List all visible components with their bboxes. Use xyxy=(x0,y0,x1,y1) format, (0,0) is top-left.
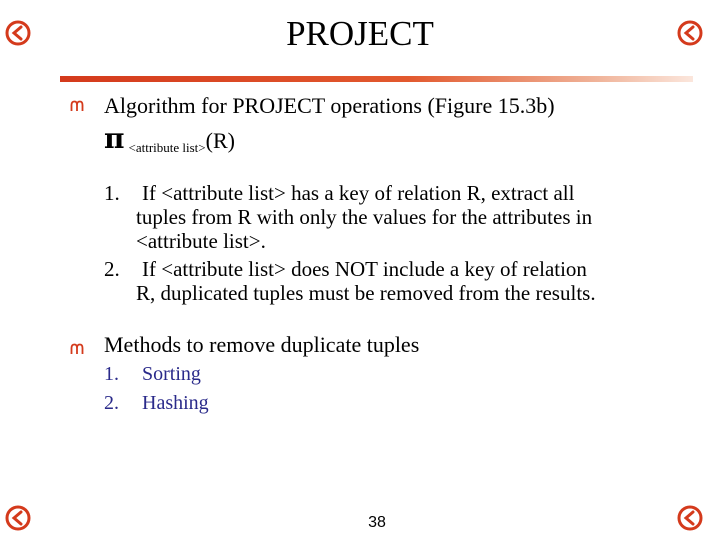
pi-subscript: <attribute list> xyxy=(128,140,206,155)
page-number: 38 xyxy=(368,514,386,531)
bullet-icon xyxy=(70,99,84,113)
step-line: <attribute list>. xyxy=(136,229,266,253)
step-line: If <attribute list> has a key of relation R, extract all xyxy=(142,181,575,205)
method-item xyxy=(104,362,201,386)
slide-title: PROJECT xyxy=(286,14,434,53)
step-number: 2. xyxy=(104,257,120,281)
bullet-algorithm-text: Algorithm for PROJECT operations (Figure 15.3b) xyxy=(104,93,555,118)
pi-argument: (R) xyxy=(205,128,235,153)
method-label: Sorting xyxy=(142,363,201,385)
method-number: 1. xyxy=(104,363,119,385)
project-expression xyxy=(104,122,235,161)
step-1 xyxy=(104,181,574,205)
method-label: Hashing xyxy=(142,392,209,414)
step-line: If <attribute list> does NOT include a key of relation xyxy=(142,257,587,281)
bullet-methods-text: Methods to remove duplicate tuples xyxy=(104,332,420,357)
method-number: 2. xyxy=(104,392,119,414)
pi-symbol: π xyxy=(104,122,125,155)
step-2 xyxy=(104,257,587,281)
step-number: 1. xyxy=(104,181,120,205)
step-line: tuples from R with only the values for the attributes in xyxy=(136,205,593,229)
method-item xyxy=(104,391,209,415)
bullet-icon xyxy=(70,342,84,356)
step-line: R, duplicated tuples must be removed from the results. xyxy=(136,281,596,305)
title-divider xyxy=(60,76,693,82)
